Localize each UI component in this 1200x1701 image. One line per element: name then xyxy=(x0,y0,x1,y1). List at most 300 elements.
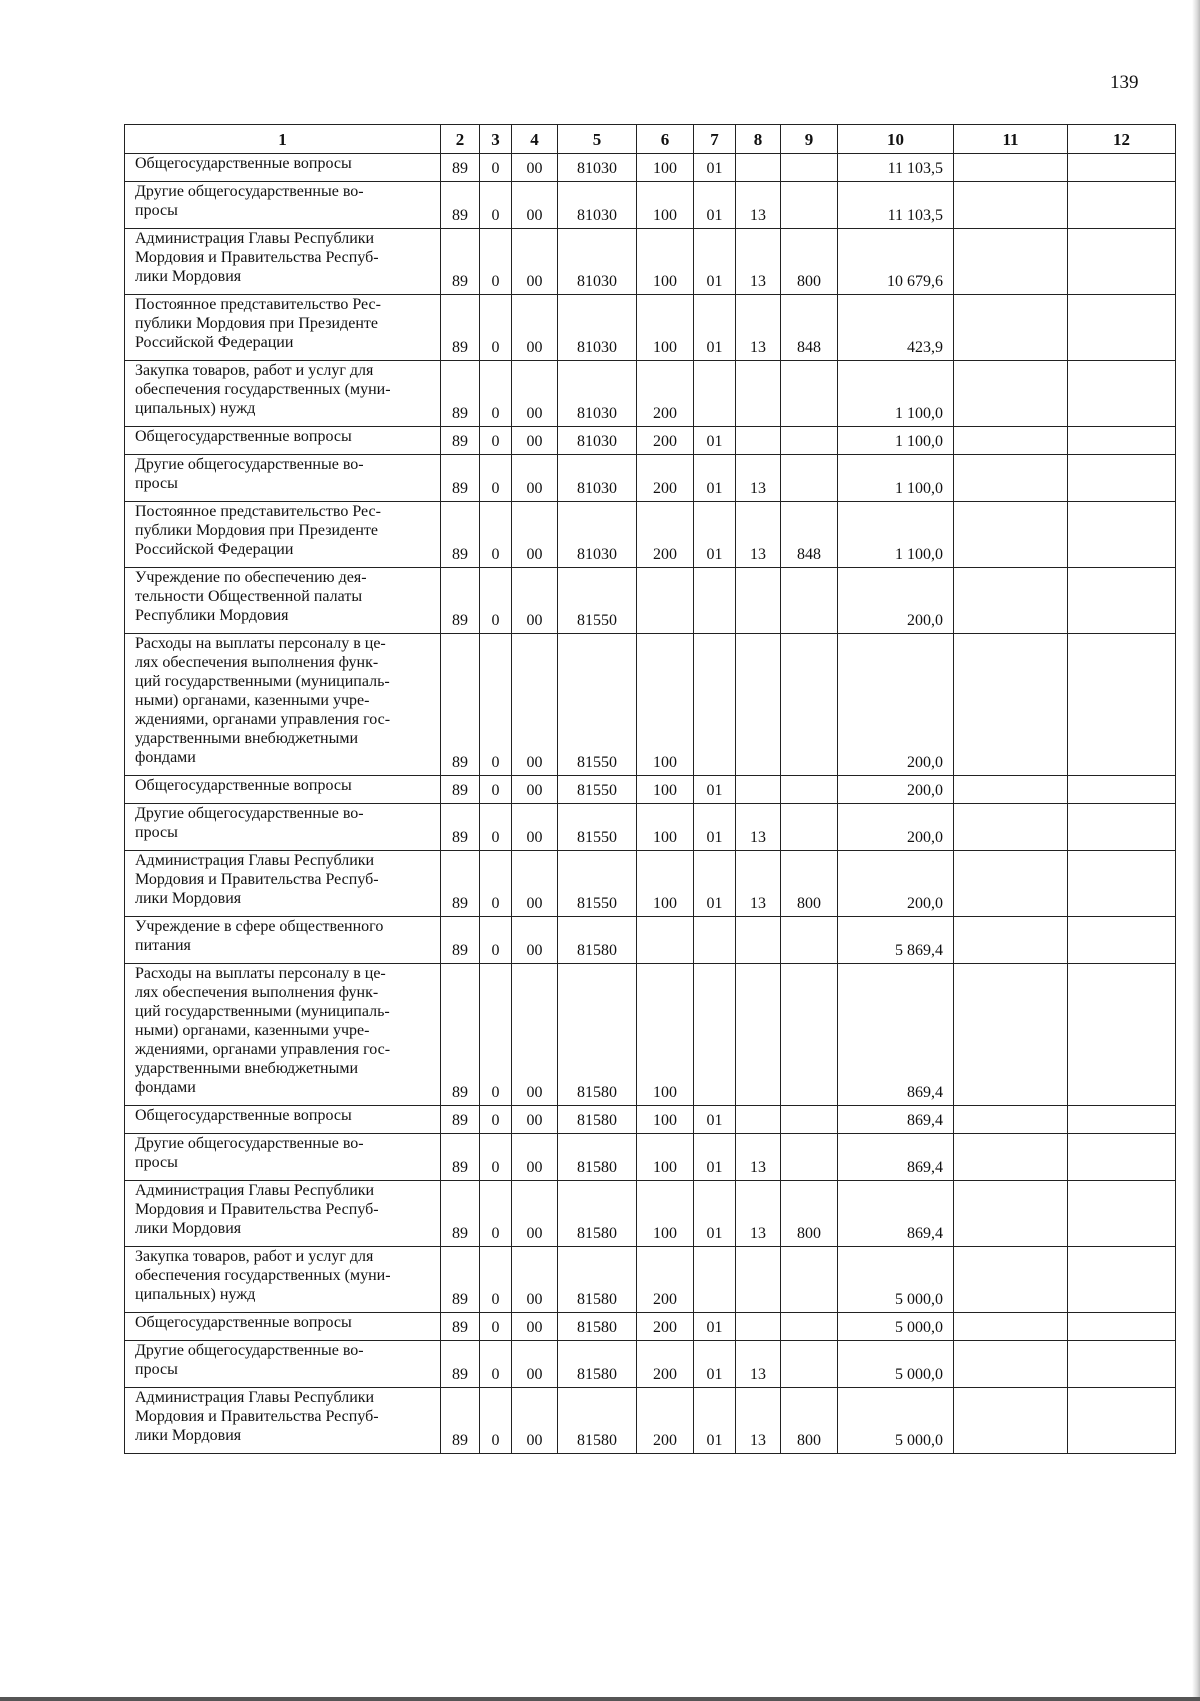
cell-col-11 xyxy=(954,154,1068,182)
cell-col-10: 200,0 xyxy=(838,851,954,917)
cell-col-5: 81580 xyxy=(558,1247,637,1313)
cell-col-6 xyxy=(637,568,694,634)
cell-col-3: 0 xyxy=(480,1247,512,1313)
cell-col-8 xyxy=(736,917,781,964)
table-row xyxy=(125,1181,1176,1247)
cell-col-3: 0 xyxy=(480,1106,512,1134)
cell-col-8: 13 xyxy=(736,295,781,361)
cell-col-6: 200 xyxy=(637,361,694,427)
cell-col-5: 81580 xyxy=(558,1388,637,1454)
cell-col-5: 81030 xyxy=(558,361,637,427)
cell-col-4: 00 xyxy=(512,182,558,229)
cell-col-9 xyxy=(781,776,838,804)
cell-col-7: 01 xyxy=(694,1106,736,1134)
header-col-4: 4 xyxy=(512,125,558,154)
cell-col-6: 200 xyxy=(637,1247,694,1313)
cell-col-5: 81550 xyxy=(558,634,637,776)
cell-col-7 xyxy=(694,917,736,964)
cell-col-7: 01 xyxy=(694,182,736,229)
cell-col-2: 89 xyxy=(441,1313,480,1341)
cell-col-3: 0 xyxy=(480,776,512,804)
cell-col-9 xyxy=(781,182,838,229)
cell-col-2: 89 xyxy=(441,295,480,361)
cell-col-3: 0 xyxy=(480,568,512,634)
cell-col-3: 0 xyxy=(480,1134,512,1181)
cell-col-7: 01 xyxy=(694,455,736,502)
cell-col-11 xyxy=(954,1247,1068,1313)
cell-col-6: 200 xyxy=(637,427,694,455)
cell-col-11 xyxy=(954,634,1068,776)
row-name: Администрация Главы Республики Мордовия и Правительства Респуб- лики Мордовия xyxy=(125,229,441,295)
row-name: Другие общегосударственные во- просы xyxy=(125,1134,441,1181)
header-col-6: 6 xyxy=(637,125,694,154)
cell-col-5: 81030 xyxy=(558,229,637,295)
cell-col-7: 01 xyxy=(694,1181,736,1247)
cell-col-4: 00 xyxy=(512,455,558,502)
cell-col-11 xyxy=(954,568,1068,634)
cell-col-4: 00 xyxy=(512,502,558,568)
header-col-7: 7 xyxy=(694,125,736,154)
cell-col-6: 100 xyxy=(637,229,694,295)
table-row xyxy=(125,295,1176,361)
cell-col-4: 00 xyxy=(512,776,558,804)
cell-col-11 xyxy=(954,851,1068,917)
cell-col-5: 81550 xyxy=(558,776,637,804)
cell-col-10: 5 000,0 xyxy=(838,1341,954,1388)
cell-col-6: 100 xyxy=(637,634,694,776)
cell-col-4: 00 xyxy=(512,1134,558,1181)
cell-col-4: 00 xyxy=(512,568,558,634)
cell-col-4: 00 xyxy=(512,361,558,427)
header-col-1: 1 xyxy=(125,125,441,154)
cell-col-2: 89 xyxy=(441,427,480,455)
cell-col-2: 89 xyxy=(441,964,480,1106)
header-row xyxy=(125,125,1176,154)
cell-col-10: 11 103,5 xyxy=(838,182,954,229)
cell-col-12 xyxy=(1068,455,1176,502)
cell-col-2: 89 xyxy=(441,634,480,776)
cell-col-10: 5 000,0 xyxy=(838,1388,954,1454)
cell-col-11 xyxy=(954,182,1068,229)
header-col-2: 2 xyxy=(441,125,480,154)
table-row xyxy=(125,1341,1176,1388)
cell-col-2: 89 xyxy=(441,1388,480,1454)
cell-col-3: 0 xyxy=(480,634,512,776)
row-name: Постоянное представительство Рес- публики Мордовия при Президенте Российской Федерации xyxy=(125,502,441,568)
cell-col-8: 13 xyxy=(736,1341,781,1388)
cell-col-4: 00 xyxy=(512,1247,558,1313)
cell-col-8 xyxy=(736,568,781,634)
table-row xyxy=(125,229,1176,295)
cell-col-2: 89 xyxy=(441,568,480,634)
row-name: Другие общегосударственные во- просы xyxy=(125,182,441,229)
cell-col-9: 848 xyxy=(781,295,838,361)
cell-col-9 xyxy=(781,917,838,964)
cell-col-11 xyxy=(954,295,1068,361)
cell-col-8 xyxy=(736,427,781,455)
cell-col-9 xyxy=(781,361,838,427)
header-col-12: 12 xyxy=(1068,125,1176,154)
cell-col-4: 00 xyxy=(512,634,558,776)
cell-col-11 xyxy=(954,455,1068,502)
cell-col-4: 00 xyxy=(512,964,558,1106)
cell-col-5: 81030 xyxy=(558,154,637,182)
cell-col-6: 100 xyxy=(637,1181,694,1247)
cell-col-2: 89 xyxy=(441,229,480,295)
table-body xyxy=(125,154,1176,1454)
cell-col-4: 00 xyxy=(512,1388,558,1454)
cell-col-11 xyxy=(954,1134,1068,1181)
cell-col-10: 1 100,0 xyxy=(838,361,954,427)
cell-col-4: 00 xyxy=(512,427,558,455)
cell-col-8: 13 xyxy=(736,1181,781,1247)
table-row xyxy=(125,568,1176,634)
cell-col-7 xyxy=(694,634,736,776)
cell-col-9: 800 xyxy=(781,851,838,917)
cell-col-6: 100 xyxy=(637,182,694,229)
cell-col-11 xyxy=(954,1388,1068,1454)
row-name: Другие общегосударственные во- просы xyxy=(125,1341,441,1388)
cell-col-7: 01 xyxy=(694,1388,736,1454)
cell-col-7 xyxy=(694,964,736,1106)
cell-col-5: 81580 xyxy=(558,1313,637,1341)
cell-col-12 xyxy=(1068,295,1176,361)
table-row xyxy=(125,964,1176,1106)
cell-col-8 xyxy=(736,1313,781,1341)
cell-col-11 xyxy=(954,1313,1068,1341)
cell-col-11 xyxy=(954,804,1068,851)
table-row xyxy=(125,851,1176,917)
cell-col-2: 89 xyxy=(441,851,480,917)
table-row xyxy=(125,804,1176,851)
cell-col-10: 5 000,0 xyxy=(838,1313,954,1341)
cell-col-3: 0 xyxy=(480,427,512,455)
cell-col-4: 00 xyxy=(512,154,558,182)
cell-col-8 xyxy=(736,776,781,804)
cell-col-2: 89 xyxy=(441,154,480,182)
cell-col-7: 01 xyxy=(694,427,736,455)
cell-col-8 xyxy=(736,361,781,427)
cell-col-3: 0 xyxy=(480,964,512,1106)
page-number: 139 xyxy=(1110,72,1139,93)
cell-col-11 xyxy=(954,964,1068,1106)
cell-col-3: 0 xyxy=(480,851,512,917)
cell-col-7: 01 xyxy=(694,1313,736,1341)
cell-col-2: 89 xyxy=(441,182,480,229)
cell-col-5: 81030 xyxy=(558,427,637,455)
cell-col-12 xyxy=(1068,634,1176,776)
cell-col-9 xyxy=(781,1106,838,1134)
cell-col-12 xyxy=(1068,1247,1176,1313)
row-name: Администрация Главы Республики Мордовия и Правительства Респуб- лики Мордовия xyxy=(125,851,441,917)
cell-col-5: 81580 xyxy=(558,1134,637,1181)
cell-col-3: 0 xyxy=(480,1181,512,1247)
table-row xyxy=(125,502,1176,568)
cell-col-4: 00 xyxy=(512,1341,558,1388)
cell-col-10: 200,0 xyxy=(838,634,954,776)
cell-col-2: 89 xyxy=(441,1247,480,1313)
cell-col-9: 800 xyxy=(781,229,838,295)
cell-col-10: 869,4 xyxy=(838,1134,954,1181)
table-row xyxy=(125,1134,1176,1181)
cell-col-10: 1 100,0 xyxy=(838,427,954,455)
cell-col-5: 81030 xyxy=(558,182,637,229)
cell-col-3: 0 xyxy=(480,917,512,964)
header-col-5: 5 xyxy=(558,125,637,154)
cell-col-3: 0 xyxy=(480,1388,512,1454)
cell-col-12 xyxy=(1068,1106,1176,1134)
cell-col-8: 13 xyxy=(736,229,781,295)
cell-col-7 xyxy=(694,568,736,634)
cell-col-4: 00 xyxy=(512,917,558,964)
cell-col-4: 00 xyxy=(512,804,558,851)
cell-col-9 xyxy=(781,154,838,182)
cell-col-10: 423,9 xyxy=(838,295,954,361)
cell-col-5: 81550 xyxy=(558,851,637,917)
row-name: Общегосударственные вопросы xyxy=(125,1106,441,1134)
cell-col-6: 100 xyxy=(637,1134,694,1181)
row-name: Другие общегосударственные во- просы xyxy=(125,455,441,502)
cell-col-6: 200 xyxy=(637,1313,694,1341)
cell-col-11 xyxy=(954,427,1068,455)
table-row xyxy=(125,1388,1176,1454)
cell-col-5: 81580 xyxy=(558,917,637,964)
cell-col-6: 100 xyxy=(637,295,694,361)
cell-col-12 xyxy=(1068,502,1176,568)
cell-col-8 xyxy=(736,634,781,776)
cell-col-8 xyxy=(736,1247,781,1313)
cell-col-5: 81030 xyxy=(558,502,637,568)
cell-col-12 xyxy=(1068,1388,1176,1454)
cell-col-7: 01 xyxy=(694,1341,736,1388)
cell-col-5: 81580 xyxy=(558,964,637,1106)
cell-col-2: 89 xyxy=(441,1134,480,1181)
cell-col-3: 0 xyxy=(480,455,512,502)
cell-col-3: 0 xyxy=(480,182,512,229)
cell-col-9 xyxy=(781,1134,838,1181)
cell-col-8: 13 xyxy=(736,1134,781,1181)
cell-col-9 xyxy=(781,1341,838,1388)
cell-col-6: 100 xyxy=(637,154,694,182)
cell-col-3: 0 xyxy=(480,154,512,182)
cell-col-8: 13 xyxy=(736,1388,781,1454)
cell-col-11 xyxy=(954,917,1068,964)
cell-col-7: 01 xyxy=(694,1134,736,1181)
cell-col-12 xyxy=(1068,964,1176,1106)
row-name: Постоянное представительство Рес- публики Мордовия при Президенте Российской Федерации xyxy=(125,295,441,361)
cell-col-4: 00 xyxy=(512,1313,558,1341)
cell-col-9 xyxy=(781,455,838,502)
cell-col-8 xyxy=(736,964,781,1106)
cell-col-12 xyxy=(1068,568,1176,634)
cell-col-2: 89 xyxy=(441,1106,480,1134)
cell-col-12 xyxy=(1068,776,1176,804)
budget-table xyxy=(124,124,1176,1454)
cell-col-4: 00 xyxy=(512,1181,558,1247)
row-name: Администрация Главы Республики Мордовия и Правительства Респуб- лики Мордовия xyxy=(125,1388,441,1454)
cell-col-5: 81580 xyxy=(558,1106,637,1134)
header-col-8: 8 xyxy=(736,125,781,154)
header-col-10: 10 xyxy=(838,125,954,154)
cell-col-4: 00 xyxy=(512,229,558,295)
table-row xyxy=(125,361,1176,427)
cell-col-6: 200 xyxy=(637,455,694,502)
table-row xyxy=(125,1313,1176,1341)
cell-col-6 xyxy=(637,917,694,964)
table-row xyxy=(125,634,1176,776)
cell-col-9 xyxy=(781,804,838,851)
cell-col-6: 200 xyxy=(637,1388,694,1454)
row-name: Администрация Главы Республики Мордовия и Правительства Респуб- лики Мордовия xyxy=(125,1181,441,1247)
cell-col-3: 0 xyxy=(480,361,512,427)
cell-col-5: 81550 xyxy=(558,804,637,851)
cell-col-7: 01 xyxy=(694,502,736,568)
row-name: Общегосударственные вопросы xyxy=(125,1313,441,1341)
cell-col-9: 800 xyxy=(781,1181,838,1247)
cell-col-10: 11 103,5 xyxy=(838,154,954,182)
cell-col-7: 01 xyxy=(694,229,736,295)
cell-col-10: 200,0 xyxy=(838,568,954,634)
cell-col-12 xyxy=(1068,361,1176,427)
cell-col-9: 848 xyxy=(781,502,838,568)
table-row xyxy=(125,154,1176,182)
cell-col-10: 10 679,6 xyxy=(838,229,954,295)
cell-col-10: 200,0 xyxy=(838,804,954,851)
row-name: Учреждение по обеспечению дея- тельности Общественной палаты Республики Мордовия xyxy=(125,568,441,634)
cell-col-12 xyxy=(1068,917,1176,964)
cell-col-10: 1 100,0 xyxy=(838,455,954,502)
cell-col-12 xyxy=(1068,851,1176,917)
cell-col-10: 1 100,0 xyxy=(838,502,954,568)
cell-col-7: 01 xyxy=(694,295,736,361)
row-name: Закупка товаров, работ и услуг для обеспечения государственных (муни- ципальных) нужд xyxy=(125,1247,441,1313)
cell-col-12 xyxy=(1068,1313,1176,1341)
cell-col-11 xyxy=(954,776,1068,804)
cell-col-10: 869,4 xyxy=(838,1106,954,1134)
cell-col-2: 89 xyxy=(441,776,480,804)
cell-col-3: 0 xyxy=(480,1313,512,1341)
row-name: Другие общегосударственные во- просы xyxy=(125,804,441,851)
table-row xyxy=(125,182,1176,229)
table-row xyxy=(125,427,1176,455)
cell-col-6: 100 xyxy=(637,964,694,1106)
cell-col-8 xyxy=(736,1106,781,1134)
scan-edge-right xyxy=(1192,0,1200,1701)
cell-col-10: 869,4 xyxy=(838,1181,954,1247)
cell-col-11 xyxy=(954,1181,1068,1247)
cell-col-7 xyxy=(694,361,736,427)
cell-col-12 xyxy=(1068,229,1176,295)
table-row xyxy=(125,455,1176,502)
cell-col-6: 100 xyxy=(637,851,694,917)
cell-col-9 xyxy=(781,1247,838,1313)
scan-edge-bottom xyxy=(0,1697,1200,1701)
table-row xyxy=(125,917,1176,964)
table-row xyxy=(125,1247,1176,1313)
cell-col-11 xyxy=(954,1106,1068,1134)
cell-col-3: 0 xyxy=(480,229,512,295)
cell-col-9 xyxy=(781,1313,838,1341)
cell-col-6: 200 xyxy=(637,1341,694,1388)
header-col-9: 9 xyxy=(781,125,838,154)
cell-col-12 xyxy=(1068,1341,1176,1388)
cell-col-2: 89 xyxy=(441,361,480,427)
cell-col-3: 0 xyxy=(480,1341,512,1388)
cell-col-8: 13 xyxy=(736,851,781,917)
cell-col-7: 01 xyxy=(694,154,736,182)
cell-col-6: 100 xyxy=(637,1106,694,1134)
cell-col-11 xyxy=(954,361,1068,427)
cell-col-3: 0 xyxy=(480,502,512,568)
cell-col-4: 00 xyxy=(512,851,558,917)
cell-col-2: 89 xyxy=(441,502,480,568)
row-name: Расходы на выплаты персоналу в це- лях обеспечения выполнения функ- ций государственными (муниципаль- ными) органами, казенными учре- ждениями, органами управления гос- ударственными внебюджетными фондами xyxy=(125,964,441,1106)
cell-col-10: 869,4 xyxy=(838,964,954,1106)
cell-col-9 xyxy=(781,634,838,776)
cell-col-7: 01 xyxy=(694,804,736,851)
row-name: Закупка товаров, работ и услуг для обеспечения государственных (муни- ципальных) нужд xyxy=(125,361,441,427)
cell-col-6: 200 xyxy=(637,502,694,568)
cell-col-5: 81580 xyxy=(558,1341,637,1388)
row-name: Расходы на выплаты персоналу в це- лях обеспечения выполнения функ- ций государственными (муниципаль- ными) органами, казенными учре- ждениями, органами управления гос- ударственными внебюджетными фондами xyxy=(125,634,441,776)
cell-col-11 xyxy=(954,229,1068,295)
cell-col-12 xyxy=(1068,154,1176,182)
cell-col-12 xyxy=(1068,427,1176,455)
cell-col-2: 89 xyxy=(441,455,480,502)
cell-col-8: 13 xyxy=(736,502,781,568)
cell-col-12 xyxy=(1068,1181,1176,1247)
cell-col-2: 89 xyxy=(441,1341,480,1388)
cell-col-8: 13 xyxy=(736,455,781,502)
cell-col-11 xyxy=(954,502,1068,568)
table-row xyxy=(125,776,1176,804)
cell-col-5: 81550 xyxy=(558,568,637,634)
cell-col-6: 100 xyxy=(637,776,694,804)
cell-col-2: 89 xyxy=(441,917,480,964)
cell-col-10: 5 000,0 xyxy=(838,1247,954,1313)
cell-col-12 xyxy=(1068,182,1176,229)
cell-col-2: 89 xyxy=(441,1181,480,1247)
cell-col-7: 01 xyxy=(694,776,736,804)
cell-col-8: 13 xyxy=(736,182,781,229)
cell-col-7: 01 xyxy=(694,851,736,917)
header-col-3: 3 xyxy=(480,125,512,154)
cell-col-12 xyxy=(1068,1134,1176,1181)
row-name: Общегосударственные вопросы xyxy=(125,427,441,455)
table-row xyxy=(125,1106,1176,1134)
cell-col-9 xyxy=(781,568,838,634)
cell-col-10: 200,0 xyxy=(838,776,954,804)
row-name: Общегосударственные вопросы xyxy=(125,776,441,804)
cell-col-4: 00 xyxy=(512,295,558,361)
row-name: Учреждение в сфере общественного питания xyxy=(125,917,441,964)
cell-col-9 xyxy=(781,964,838,1106)
cell-col-11 xyxy=(954,1341,1068,1388)
cell-col-12 xyxy=(1068,804,1176,851)
cell-col-5: 81580 xyxy=(558,1181,637,1247)
cell-col-9: 800 xyxy=(781,1388,838,1454)
cell-col-9 xyxy=(781,427,838,455)
cell-col-10: 5 869,4 xyxy=(838,917,954,964)
cell-col-8 xyxy=(736,154,781,182)
cell-col-5: 81030 xyxy=(558,295,637,361)
header-col-11: 11 xyxy=(954,125,1068,154)
cell-col-8: 13 xyxy=(736,804,781,851)
row-name: Общегосударственные вопросы xyxy=(125,154,441,182)
cell-col-7 xyxy=(694,1247,736,1313)
cell-col-3: 0 xyxy=(480,295,512,361)
cell-col-4: 00 xyxy=(512,1106,558,1134)
